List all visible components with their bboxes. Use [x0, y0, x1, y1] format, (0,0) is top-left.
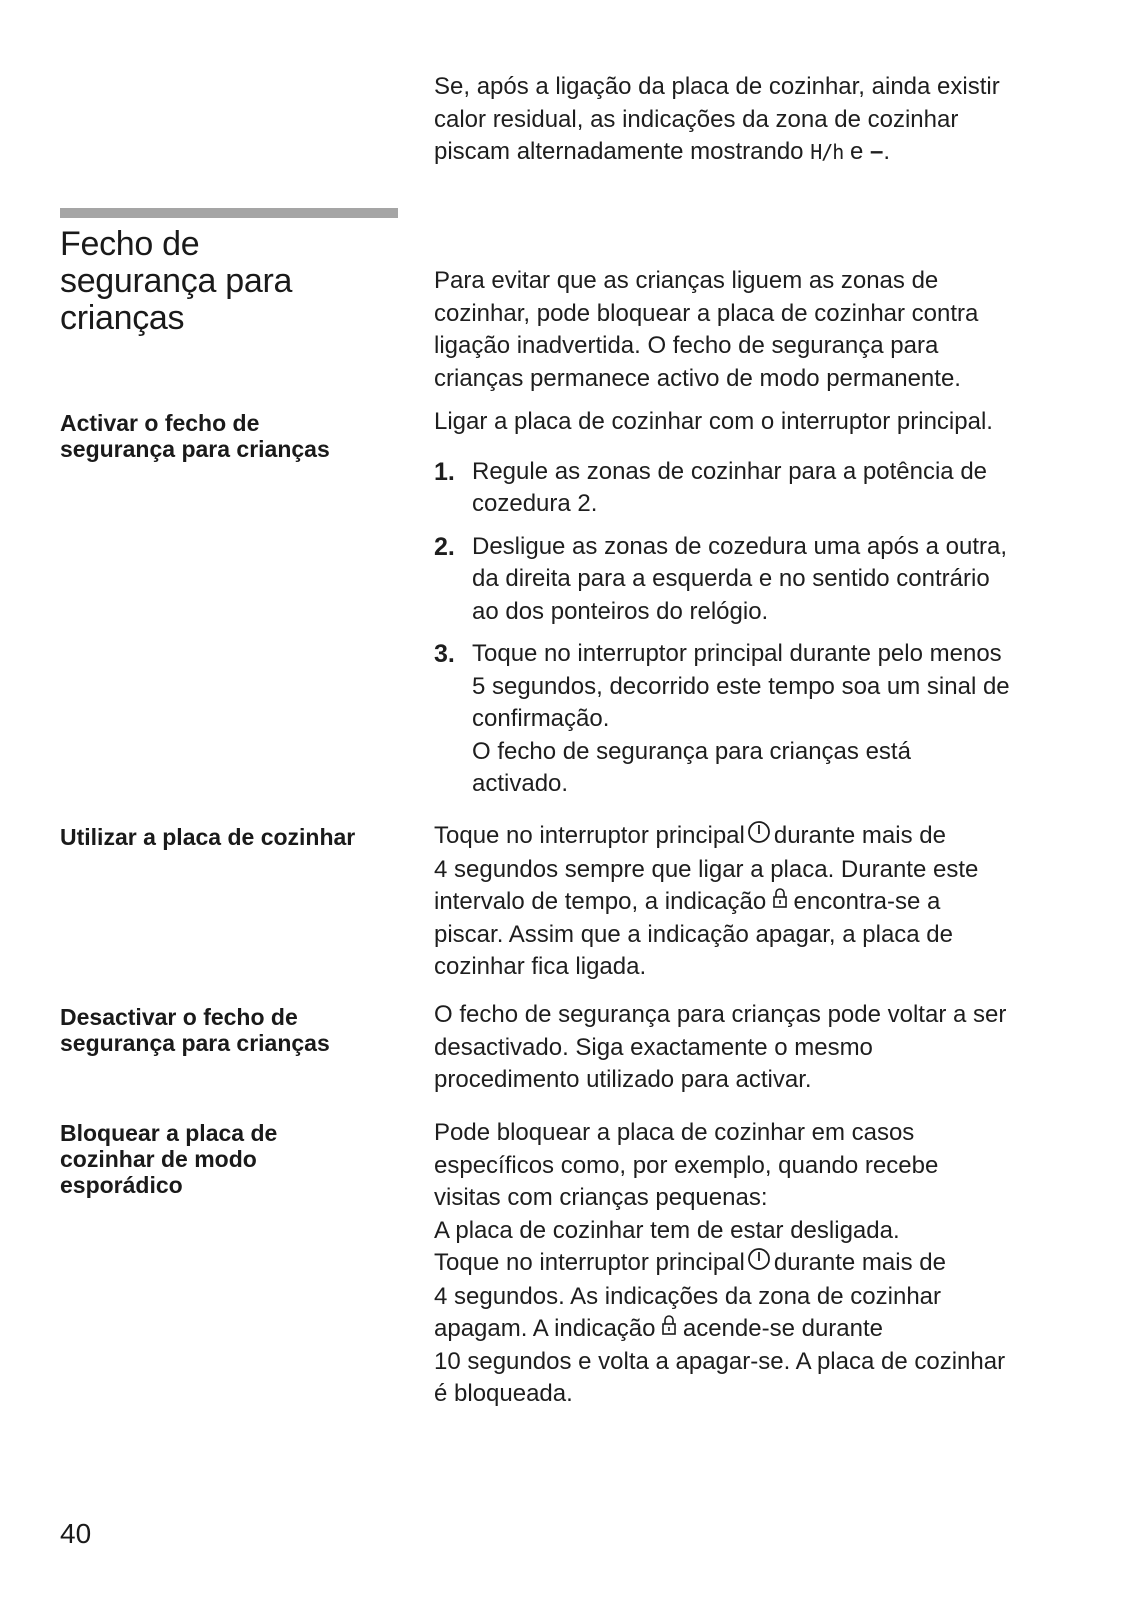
text-line: específicos como, por exemplo, quando recebe [434, 1151, 939, 1179]
step-line: activado. [472, 770, 569, 797]
text-line: desactivado. Siga exactamente o mesmo [434, 1033, 873, 1061]
child-lock-intro [434, 265, 1074, 395]
lock-once-content [434, 1117, 1074, 1411]
text-line: A placa de cozinhar tem de estar desligada. [434, 1216, 900, 1244]
label-line: cozinhar de modo [60, 1146, 257, 1172]
text-line: Para evitar que as crianças liguem as zonas de [434, 267, 939, 294]
step-line: Toque no interruptor principal durante pelo menos [472, 640, 1002, 667]
text-line: crianças permanece activo de modo permanente. [434, 364, 961, 392]
text-line: procedimento utilizado para activar. [434, 1066, 812, 1093]
use-label [60, 824, 420, 850]
text-line: O fecho de segurança para crianças pode voltar a ser [434, 1001, 1007, 1028]
step-line: 5 segundos, decorrido este tempo soa um sinal de [472, 672, 1010, 700]
heading-line: segurança para [60, 262, 293, 300]
heading-line: crianças [60, 299, 185, 337]
text-segment: Toque no interruptor principal [434, 1249, 745, 1277]
label-line: esporádico [60, 1172, 183, 1198]
text-segment: acende-se durante [682, 1315, 883, 1342]
step-line: Regule as zonas de cozinhar para a potência de [472, 457, 988, 485]
label-line: Desactivar o fecho de [60, 1004, 298, 1030]
text-segment: Toque no interruptor principal [434, 822, 745, 850]
step-line: ao dos ponteiros do relógio. [472, 597, 769, 625]
intro-line-text: piscam alternadamente mostrando [434, 138, 804, 165]
step-3 [434, 638, 1074, 801]
text-segment: durante mais de [773, 822, 946, 850]
text-line: piscar. Assim que a indicação apagar, a placa de [434, 920, 953, 948]
intro-paragraph [434, 71, 1074, 169]
text-line [434, 1247, 1074, 1281]
heading-line: Fecho de [60, 225, 200, 263]
text-line: 4 segundos. As indicações da zona de cozinhar [434, 1282, 942, 1310]
text-line: cozinhar, pode bloquear a placa de cozinhar contra [434, 299, 979, 327]
step-2 [434, 531, 1074, 629]
text-segment: encontra-se a [793, 888, 941, 915]
step-number: 2. [434, 532, 455, 561]
power-icon [747, 1247, 771, 1281]
label-line: Activar o fecho de [60, 410, 260, 436]
step-1 [434, 456, 1074, 521]
step-line: O fecho de segurança para crianças está [472, 737, 911, 765]
display-symbol: H/h [810, 140, 844, 164]
label-line: Bloquear a placa de [60, 1120, 278, 1146]
text-line: cozinhar fica ligada. [434, 953, 647, 981]
dash-symbol: – [870, 138, 884, 165]
text-line: Pode bloquear a placa de cozinhar em casos [434, 1119, 915, 1146]
intro-line: calor residual, as indicações da zona de cozinhar [434, 105, 959, 133]
page-number: 40 [60, 1518, 92, 1549]
deactivate-content [434, 999, 1074, 1097]
lock-icon [773, 886, 787, 919]
text-line: 10 segundos e volta a apagar-se. A placa de cozinhar [434, 1347, 1006, 1375]
text-line [434, 886, 1074, 919]
intro-line: Se, após a ligação da placa de cozinhar, ainda existir [434, 73, 1000, 100]
label-line: Utilizar a placa de cozinhar [60, 824, 356, 850]
step-line: confirmação. [472, 705, 610, 732]
activate-content [434, 406, 1074, 801]
step-line: cozedura 2. [472, 490, 598, 517]
text-segment: apagam. A indicação [434, 1315, 656, 1342]
text-line [434, 820, 1074, 854]
power-icon [747, 820, 771, 854]
deactivate-label [60, 1004, 420, 1056]
section-heading [60, 226, 420, 337]
use-content [434, 820, 1074, 984]
intro-line-text: e [850, 138, 864, 165]
text-segment: intervalo de tempo, a indicação [434, 888, 767, 915]
label-line: segurança para crianças [60, 1030, 330, 1056]
text-line [434, 1313, 1074, 1346]
section-rule [60, 208, 398, 218]
lock-icon [662, 1313, 676, 1346]
step-number: 1. [434, 457, 455, 486]
text-line: visitas com crianças pequenas: [434, 1184, 768, 1211]
text-segment: durante mais de [773, 1249, 946, 1277]
lock-once-label [60, 1120, 420, 1198]
activate-label [60, 410, 420, 462]
label-line: segurança para crianças [60, 436, 330, 462]
intro-line [434, 136, 1074, 169]
step-line: da direita para a esquerda e no sentido contrário [472, 565, 990, 592]
step-number: 3. [434, 640, 455, 668]
text-line: ligação inadvertida. O fecho de segurança para [434, 332, 939, 359]
intro-line-end: . [883, 138, 891, 165]
activate-intro: Ligar a placa de cozinhar com o interruptor principal. [434, 408, 993, 435]
text-line: é bloqueada. [434, 1380, 573, 1408]
step-line: Desligue as zonas de cozedura uma após a outra, [472, 532, 1007, 560]
text-line: 4 segundos sempre que ligar a placa. Durante este [434, 855, 979, 883]
